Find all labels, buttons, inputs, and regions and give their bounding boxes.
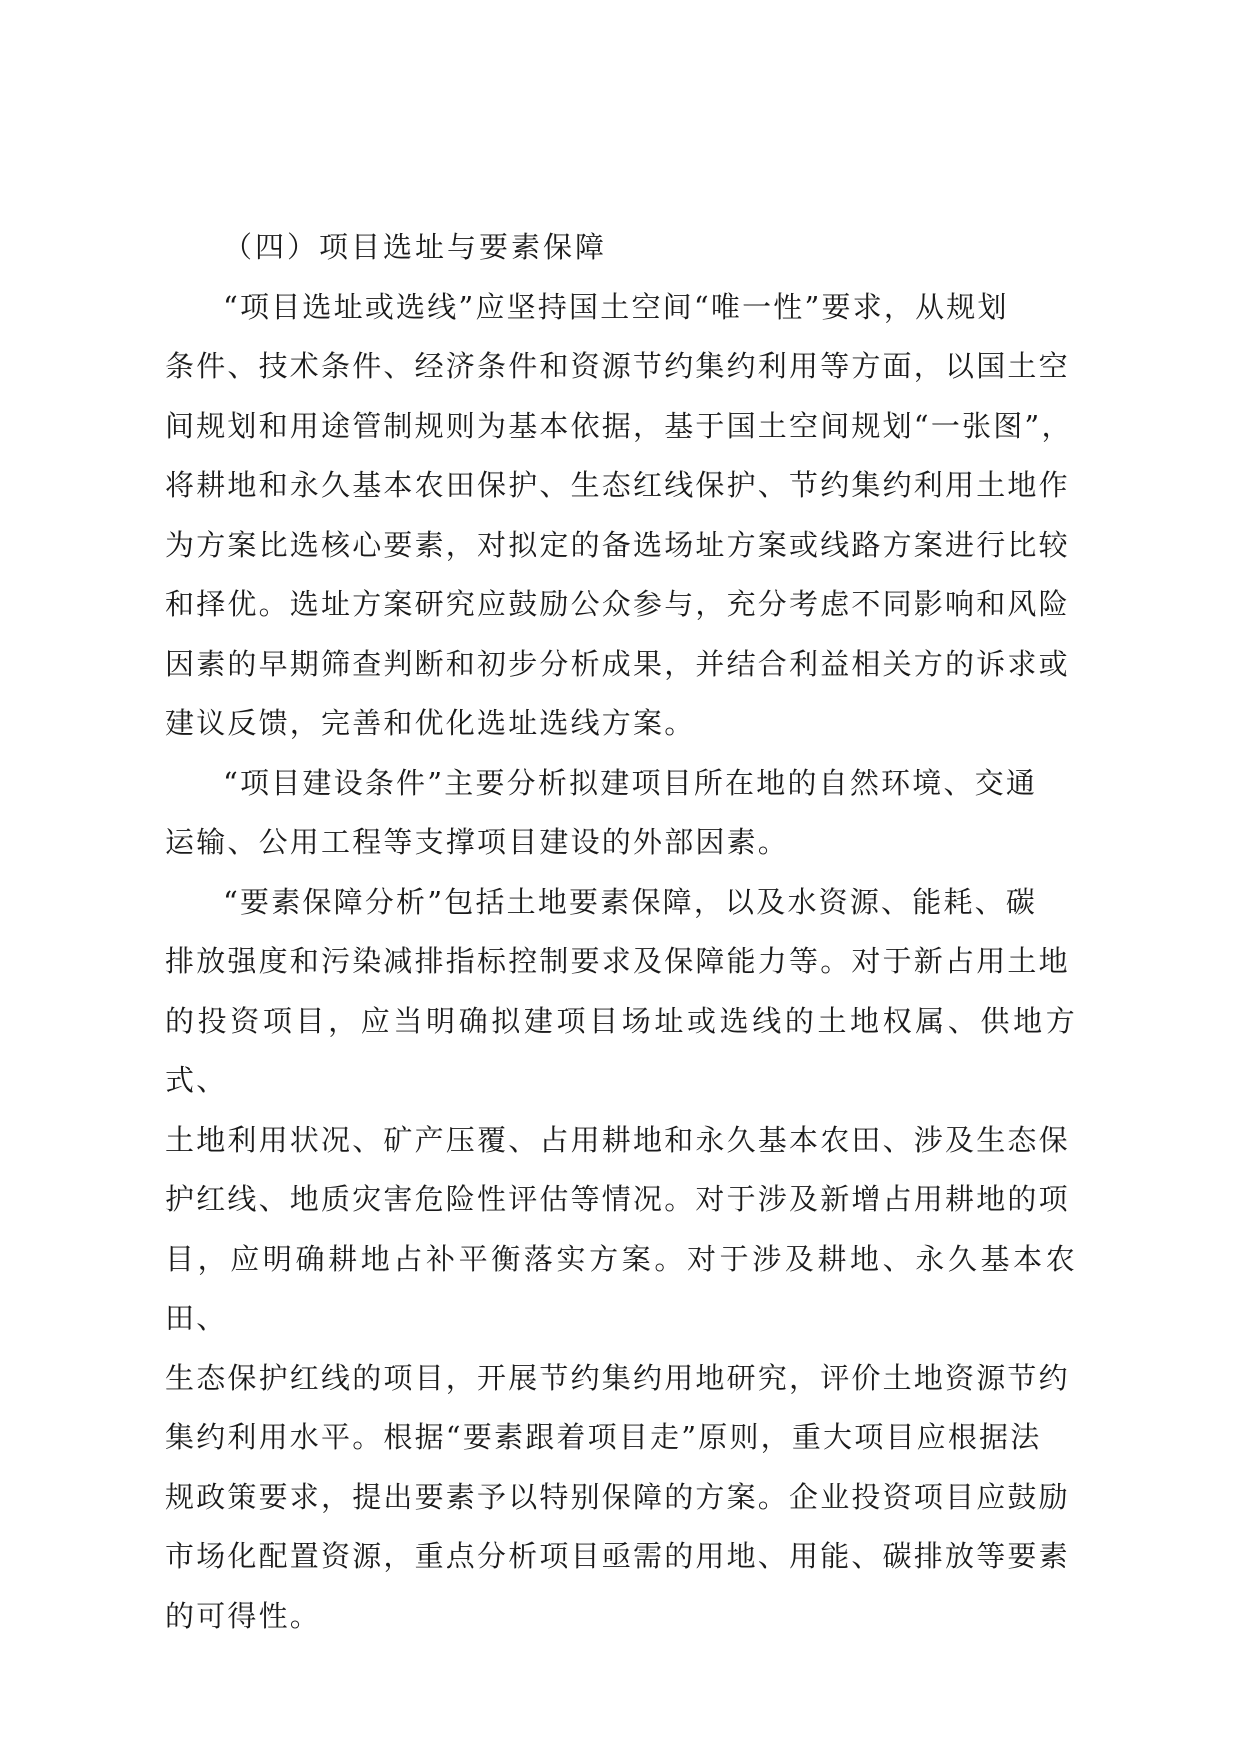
text-line: 建议反馈，完善和优化选址选线方案。 xyxy=(165,706,696,740)
text-line: 土地利用状况、矿产压覆、占用耕地和永久基本农田、涉及生态保 xyxy=(165,1122,1070,1157)
text-line: 目，应明确耕地占补平衡落实方案。对于涉及耕地、永久基本农田、 xyxy=(165,1241,1077,1335)
text-line: 的可得性。 xyxy=(165,1598,322,1633)
text-line: 生态保护红线的项目，开展节约集约用地研究，评价土地资源节约 xyxy=(165,1360,1070,1395)
text-line: “项目建设条件”主要分析拟建项目所在地的自然环境、交通 xyxy=(223,765,1038,800)
text-line: 规政策要求，提出要素予以特别保障的方案。企业投资项目应鼓励 xyxy=(165,1479,1070,1514)
text-line: 运输、公用工程等支撑项目建设的外部因素。 xyxy=(165,825,790,859)
paragraph-construction-conditions xyxy=(165,754,1077,873)
text-line: 的投资项目，应当明确拟建项目场址或选线的土地权属、供地方式、 xyxy=(165,1003,1077,1097)
paragraph-site-selection xyxy=(165,278,1077,754)
text-line: 为方案比选核心要素，对拟定的备选场址方案或线路方案进行比较 xyxy=(165,527,1070,562)
document-body xyxy=(165,218,1077,1646)
text-line: 排放强度和污染减排指标控制要求及保障能力等。对于新占用土地 xyxy=(165,944,1070,978)
text-line: “项目选址或选线”应坚持国土空间“唯一性”要求，从规划 xyxy=(223,289,1009,324)
text-line: 因素的早期筛查判断和初步分析成果，并结合利益相关方的诉求或 xyxy=(165,646,1070,681)
text-line: 间规划和用途管制规则为基本依据，基于国土空间规划“一张图”， xyxy=(165,408,1073,443)
text-line: 集约利用水平。根据“要素跟着项目走”原则，重大项目应根据法 xyxy=(165,1420,1042,1454)
text-line: 将耕地和永久基本农田保护、生态红线保护、节约集约利用土地作 xyxy=(165,468,1070,502)
text-line: “要素保障分析”包括土地要素保障，以及水资源、能耗、碳 xyxy=(223,884,1038,919)
text-line: 市场化配置资源，重点分析项目亟需的用地、用能、碳排放等要素 xyxy=(165,1539,1070,1573)
text-line: 护红线、地质灾害危险性评估等情况。对于涉及新增占用耕地的项 xyxy=(165,1182,1070,1216)
paragraph-factor-guarantee xyxy=(165,873,1077,1647)
section-heading: （四）项目选址与要素保障 xyxy=(223,230,608,264)
text-line: 和择优。选址方案研究应鼓励公众参与，充分考虑不同影响和风险 xyxy=(165,587,1070,621)
text-line: 条件、技术条件、经济条件和资源节约集约利用等方面，以国土空 xyxy=(165,349,1070,383)
